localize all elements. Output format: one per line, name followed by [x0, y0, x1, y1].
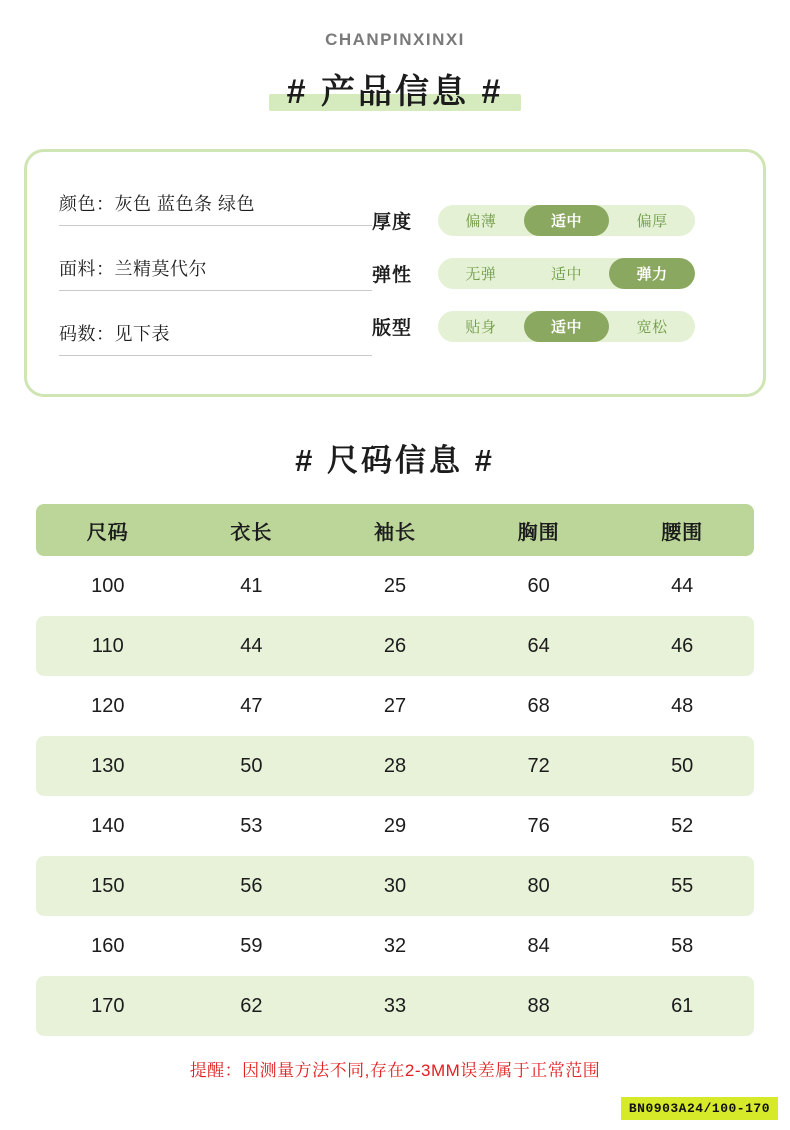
attribute-row-elasticity — [372, 258, 743, 289]
cell-sleeve: 26 — [323, 616, 467, 676]
cell-sleeve: 29 — [383, 814, 407, 837]
cell-sleeve: 32 — [383, 934, 407, 957]
attribute-option-fit-1[interactable]: 适中 — [524, 311, 610, 342]
page-header — [0, 0, 790, 115]
cell-bust: 68 — [527, 694, 550, 717]
table-row — [36, 676, 754, 736]
table-row — [36, 976, 754, 1036]
table-row — [36, 856, 754, 916]
cell-size: 170 — [36, 976, 180, 1036]
info-label-color: 颜色： — [59, 194, 115, 214]
size-table — [36, 504, 754, 1036]
attribute-label-fit: 版型 — [372, 317, 413, 339]
column-header-size: 尺码 — [36, 504, 180, 556]
cell-bust: 84 — [527, 934, 550, 957]
cell-waist: 52 — [671, 814, 694, 837]
attribute-option-elasticity-1[interactable]: 适中 — [551, 265, 583, 283]
info-row-color — [59, 190, 372, 226]
attribute-option-thickness-1[interactable]: 适中 — [524, 205, 610, 236]
attribute-scale-thickness — [438, 205, 695, 236]
cell-bust: 64 — [467, 616, 611, 676]
info-label-size: 码数： — [59, 324, 115, 344]
product-info-card — [24, 149, 766, 397]
header-pinyin: CHANPINXINXI — [325, 30, 465, 49]
measurement-note: 提醒：因测量方法不同,存在2-3MM误差属于正常范围 — [189, 1061, 601, 1080]
cell-waist: 58 — [671, 934, 694, 957]
attribute-option-thickness-2[interactable]: 偏厚 — [636, 212, 668, 230]
cell-length: 59 — [240, 934, 263, 957]
cell-size: 110 — [36, 616, 180, 676]
cell-waist: 61 — [610, 976, 754, 1036]
attribute-option-elasticity-2[interactable]: 弹力 — [609, 258, 695, 289]
table-row — [36, 736, 754, 796]
cell-sleeve: 27 — [383, 694, 407, 717]
attribute-option-fit-2[interactable]: 宽松 — [636, 318, 668, 336]
product-code-badge: BN0903A24/100-170 — [621, 1097, 778, 1120]
cell-length: 50 — [180, 736, 324, 796]
attribute-scale-elasticity — [438, 258, 695, 289]
info-row-size — [59, 320, 372, 356]
product-attribute-scales — [372, 205, 763, 342]
info-value-fabric: 兰精莫代尔 — [114, 259, 207, 279]
attribute-row-fit — [372, 311, 743, 342]
attribute-option-fit-0[interactable]: 贴身 — [465, 318, 497, 336]
column-header-length: 衣长 — [180, 504, 324, 556]
cell-size: 130 — [36, 736, 180, 796]
attribute-scale-fit — [438, 311, 695, 342]
cell-sleeve: 30 — [323, 856, 467, 916]
cell-length: 47 — [240, 694, 263, 717]
cell-size: 150 — [36, 856, 180, 916]
attribute-option-thickness-0[interactable]: 偏薄 — [465, 212, 497, 230]
cell-length: 53 — [240, 814, 263, 837]
cell-sleeve: 28 — [323, 736, 467, 796]
page-title-text: # 产品信息 # — [286, 73, 504, 111]
column-header-sleeve: 袖长 — [323, 504, 467, 556]
cell-waist: 44 — [671, 574, 694, 597]
cell-waist: 50 — [610, 736, 754, 796]
info-label-fabric: 面料： — [59, 259, 115, 279]
column-header-waist: 腰围 — [610, 504, 754, 556]
cell-waist: 46 — [610, 616, 754, 676]
cell-size: 100 — [91, 574, 125, 597]
cell-bust: 72 — [467, 736, 611, 796]
cell-waist: 48 — [671, 694, 694, 717]
product-info-list — [27, 190, 372, 356]
table-row — [36, 616, 754, 676]
table-row — [36, 796, 754, 856]
attribute-row-thickness — [372, 205, 743, 236]
table-row — [36, 556, 754, 616]
info-row-fabric — [59, 255, 372, 291]
attribute-label-thickness: 厚度 — [372, 211, 413, 233]
info-value-size: 见下表 — [114, 324, 170, 344]
cell-size: 160 — [91, 934, 125, 957]
cell-sleeve: 25 — [383, 574, 407, 597]
info-value-color: 灰色 蓝色条 绿色 — [114, 194, 256, 214]
attribute-label-elasticity: 弹性 — [372, 264, 413, 286]
cell-size: 120 — [91, 694, 125, 717]
column-header-bust: 胸围 — [467, 504, 611, 556]
page-title — [269, 62, 522, 115]
cell-size: 140 — [91, 814, 125, 837]
cell-bust: 80 — [467, 856, 611, 916]
table-header-row — [36, 504, 754, 556]
cell-sleeve: 33 — [323, 976, 467, 1036]
cell-bust: 76 — [527, 814, 550, 837]
size-section-header — [0, 435, 790, 480]
cell-waist: 55 — [610, 856, 754, 916]
attribute-option-elasticity-0[interactable]: 无弹 — [465, 265, 497, 283]
cell-length: 56 — [180, 856, 324, 916]
cell-length: 41 — [240, 574, 263, 597]
cell-length: 62 — [180, 976, 324, 1036]
cell-bust: 60 — [527, 574, 550, 597]
size-section-title: # 尺码信息 # — [295, 443, 495, 478]
table-row — [36, 916, 754, 976]
cell-bust: 88 — [467, 976, 611, 1036]
cell-length: 44 — [180, 616, 324, 676]
